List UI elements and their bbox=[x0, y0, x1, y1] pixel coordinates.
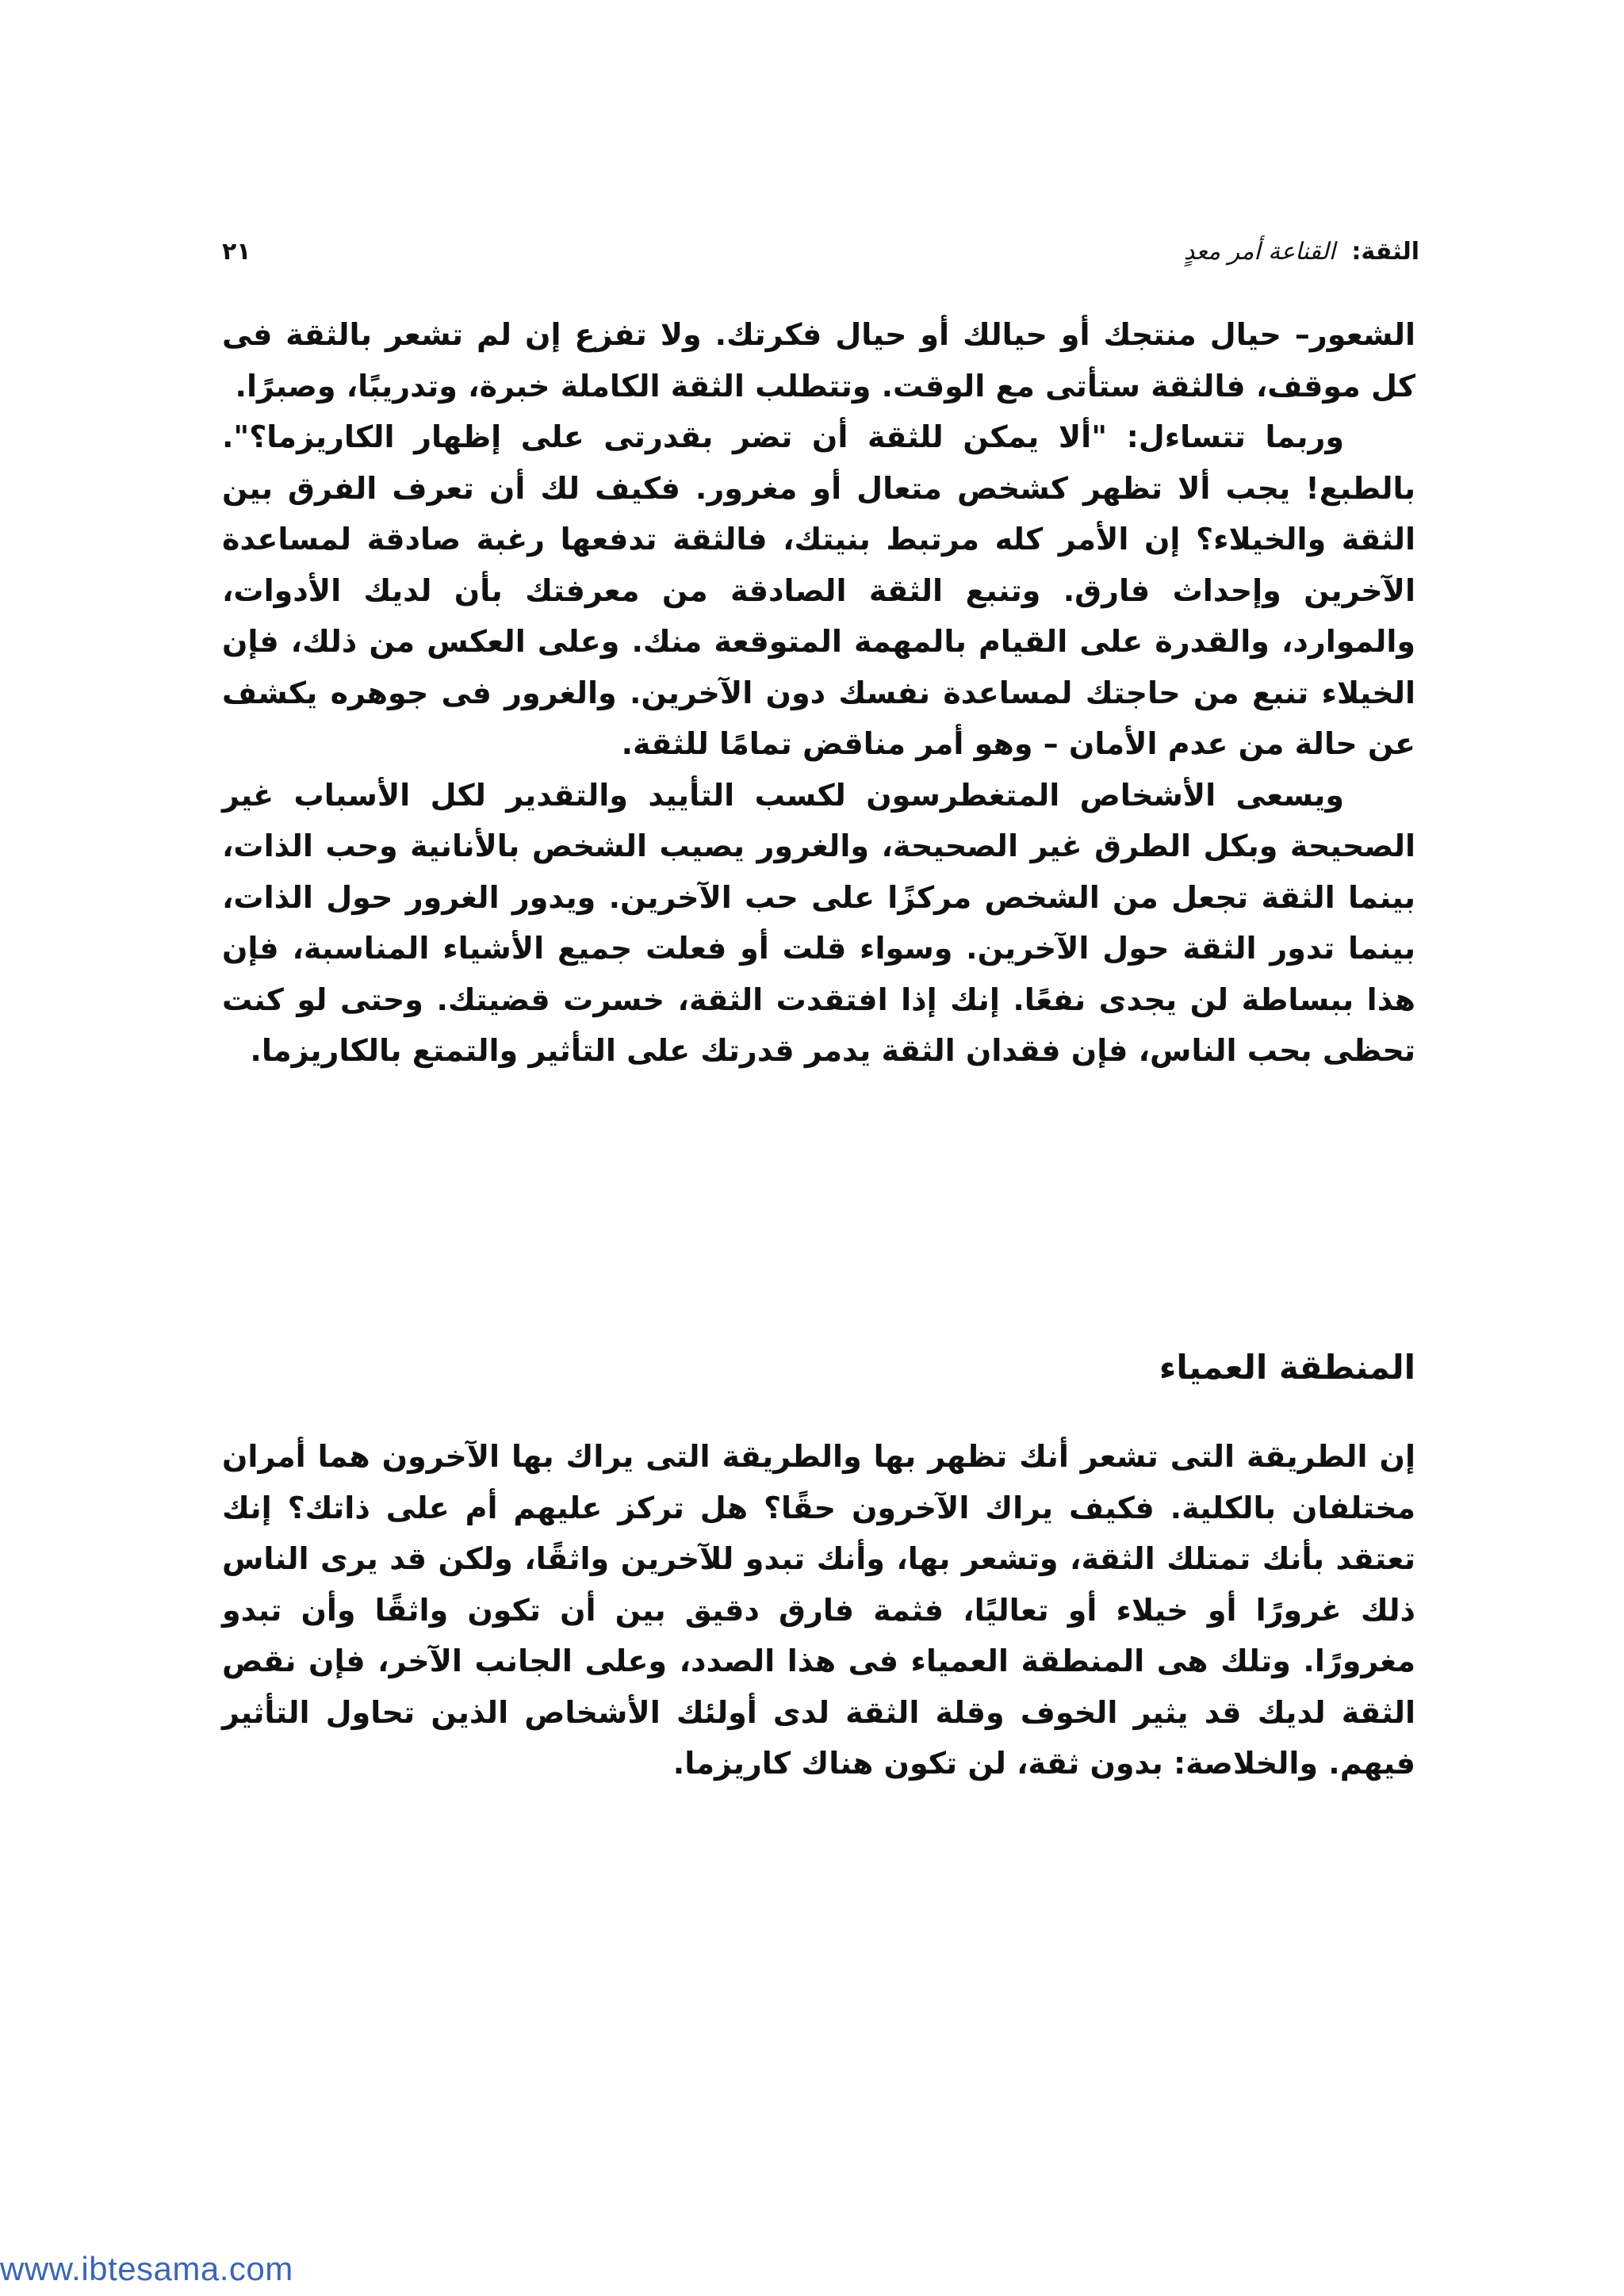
body-text bbox=[222, 309, 1415, 1077]
body-paragraph: ويسعى الأشخاص المتغطرسون لكسب التأييد والتقدير لكل الأسباب غير الصحيحة وبكل الطرق غير الصحيحة، والغرور يصيب الشخص بالأنانية وحب الذات، بينما الثقة تجعل من الشخص مركزًا على حب الآخرين. ويدور الغرور حول الذات، بينما تدور الثقة حول الآخرين. وسواء قلت أو فعلت جميع الأشياء المناسبة، فإن هذا ببساطة لن يجدى نفعًا. إنك إذا افتقدت الثقة، خسرت قضيتك. وحتى لو كنت تحظى بحب الناس، فإن فقدان الثقة يدمر قدرتك على التأثير والتمتع بالكاريزما. bbox=[222, 777, 1415, 1068]
section-body bbox=[222, 1431, 1415, 1789]
body-paragraph: وربما تتساءل: "ألا يمكن للثقة أن تضر بقدرتى على إظهار الكاريزما؟". بالطبع! يجب ألا تظهر كشخص متعال أو مغرور. فكيف لك أن تعرف الفرق بين الثقة والخيلاء؟ إن الأمر كله مرتبط بنيتك، فالثقة تدفعها رغبة صادقة لمساعدة الآخرين وإحداث فارق. وتنبع الثقة الصادقة من معرفتك بأن لديك الأدوات، والموارد، والقدرة على القيام بالمهمة المتوقعة منك. وعلى العكس من ذلك، فإن الخيلاء تنبع من حاجتك لمساعدة نفسك دون الآخرين. والغرور فى جوهره يكشف عن حالة من عدم الأمان – وهو أمر مناقض تمامًا للثقة. bbox=[222, 419, 1415, 761]
running-header bbox=[214, 238, 1419, 293]
body-paragraph: الشعور– حيال منتجك أو حيالك أو حيال فكرتك. ولا تفزع إن لم تشعر بالثقة فى كل موقف، فالثقة ستأتى مع الوقت. وتتطلب الثقة الكاملة خبرة، وتدريبًا، وصبرًا. bbox=[222, 317, 1415, 404]
section-heading: المنطقة العمياء bbox=[1159, 1348, 1415, 1387]
header-book-title: الثقة: bbox=[1351, 238, 1419, 266]
page-number: ٢١ bbox=[222, 238, 251, 266]
header-chapter-title: القناعة أمر معدٍ bbox=[1183, 238, 1335, 266]
header-title bbox=[1184, 238, 1419, 266]
watermark-url: www.ibtesama.com bbox=[0, 2250, 293, 2287]
section-paragraph: إن الطريقة التى تشعر أنك تظهر بها والطريقة التى يراك بها الآخرون هما أمران مختلفان بالكلية. فكيف يراك الآخرون حقًا؟ هل تركز عليهم أم على ذاتك؟ إنك تعتقد بأنك تمتلك الثقة، وتشعر بها، وأنك تبدو للآخرين واثقًا، ولكن قد يرى الناس ذلك غرورًا أو خيلاء أو تعاليًا، فثمة فارق دقيق بين أن تكون واثقًا وأن تبدو مغرورًا. وتلك هى المنطقة العمياء فى هذا الصدد، وعلى الجانب الآخر، فإن نقص الثقة لديك قد يثير الخوف وقلة الثقة لدى أولئك الأشخاص الذين تحاول التأثير فيهم. والخلاصة: بدون ثقة، لن تكون هناك كاريزما. bbox=[222, 1439, 1415, 1781]
